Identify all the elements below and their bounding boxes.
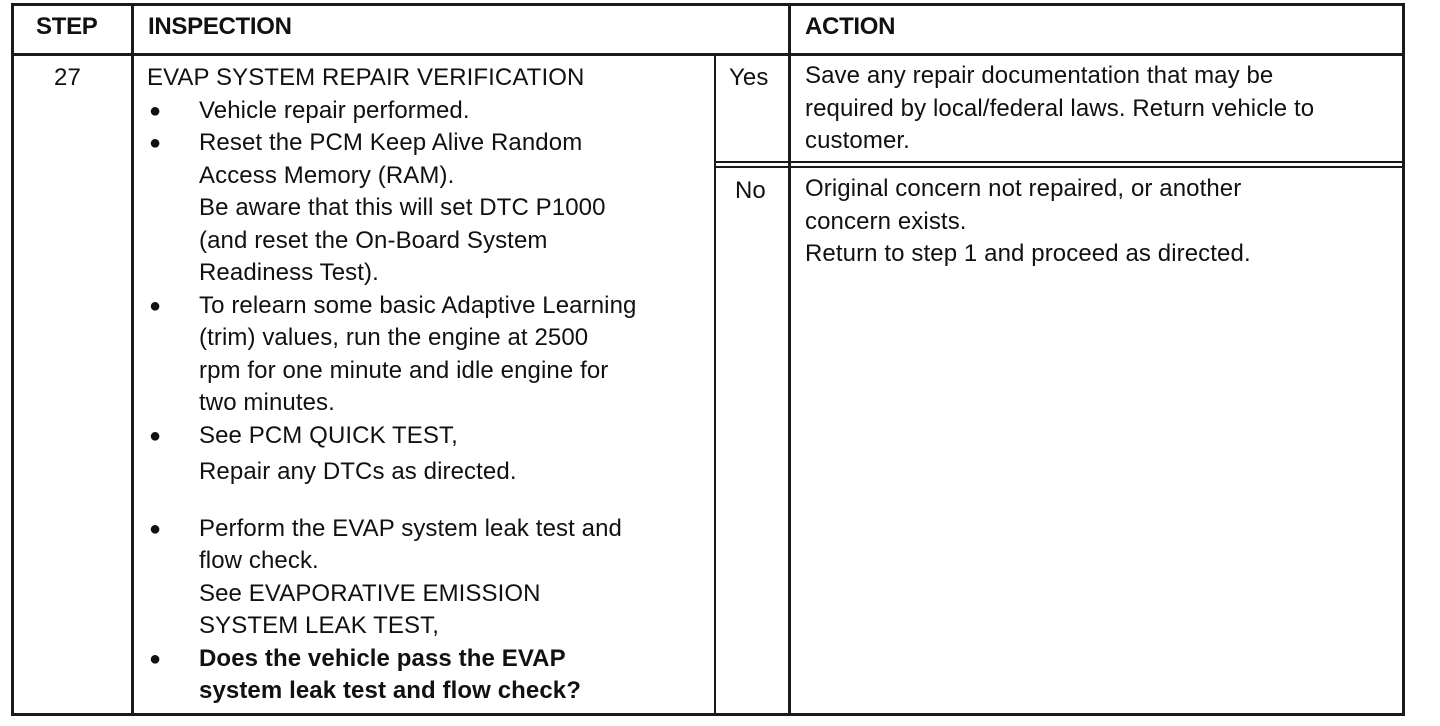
action-line: Original concern not repaired, or another [805,175,1242,202]
bullet-icon: ● [149,132,162,154]
inspection-title: EVAP SYSTEM REPAIR VERIFICATION [147,64,585,91]
header-inspection: INSPECTION [148,13,292,40]
bullet-icon: ● [149,99,162,122]
action-line: Save any repair documentation that may be [805,62,1274,89]
inspection-bullet-3 [147,290,637,420]
bullet-line: (trim) values, run the engine at 2500 [199,324,589,351]
divider-inspection-answer [714,56,716,716]
bullet-line: (and reset the On-Board System [199,226,548,254]
inspection-bullet-4 [147,420,637,489]
bullet-icon: ● [149,647,162,670]
answer-no-label: No [735,177,766,204]
bullet-line: Vehicle repair performed. [199,96,470,124]
inspection-bullet-5 [147,513,637,643]
bullet-line: rpm for one minute and idle engine for [199,356,609,384]
inspection-bullet-2 [147,127,637,290]
bullet-icon: ● [149,517,162,540]
bullet-line: Perform the EVAP system leak test and [199,514,622,542]
header-action: ACTION [805,13,896,40]
yes-no-divider [714,161,1405,163]
bullet-line: Repair any DTCs as directed. [199,458,517,485]
inspection-bullet-1 [147,95,637,128]
action-line: Return to step 1 and proceed as directed. [805,240,1251,267]
bullet-line: To relearn some basic Adaptive Learning [199,291,637,319]
bullet-line: Be aware that this will set DTC P1000 [199,194,606,221]
bullet-line: SYSTEM LEAK TEST, [199,612,440,639]
action-no [805,173,1251,271]
bullet-icon: ● [149,294,162,317]
divider-step-inspection [131,3,134,716]
action-line: customer. [805,127,910,154]
inspection-cell [147,62,637,708]
bullet-line: two minutes. [199,389,335,416]
bullet-icon: ● [149,424,162,447]
action-yes [805,60,1314,158]
answer-yes-label: Yes [729,64,769,91]
bullet-line: Does the vehicle pass the EVAP [199,644,566,672]
divider-inspection-action [788,3,791,716]
bullet-line: Access Memory (RAM). [199,161,455,189]
action-line: required by local/federal laws. Return vehicle to [805,94,1315,122]
bullet-line: flow check. [199,547,319,574]
bullet-line: system leak test and flow check? [199,677,582,704]
yes-no-divider-2 [714,166,1405,168]
bullet-line: Readiness Test). [199,259,379,286]
bullet-line: See PCM QUICK TEST, [199,421,458,449]
header-divider [11,53,1405,56]
bullet-line: See EVAPORATIVE EMISSION [199,579,541,607]
inspection-bullet-6 [147,643,637,708]
action-line: concern exists. [805,207,967,235]
header-step: STEP [36,13,98,40]
step-number: 27 [54,64,81,91]
bullet-line: Reset the PCM Keep Alive Random [199,129,583,156]
